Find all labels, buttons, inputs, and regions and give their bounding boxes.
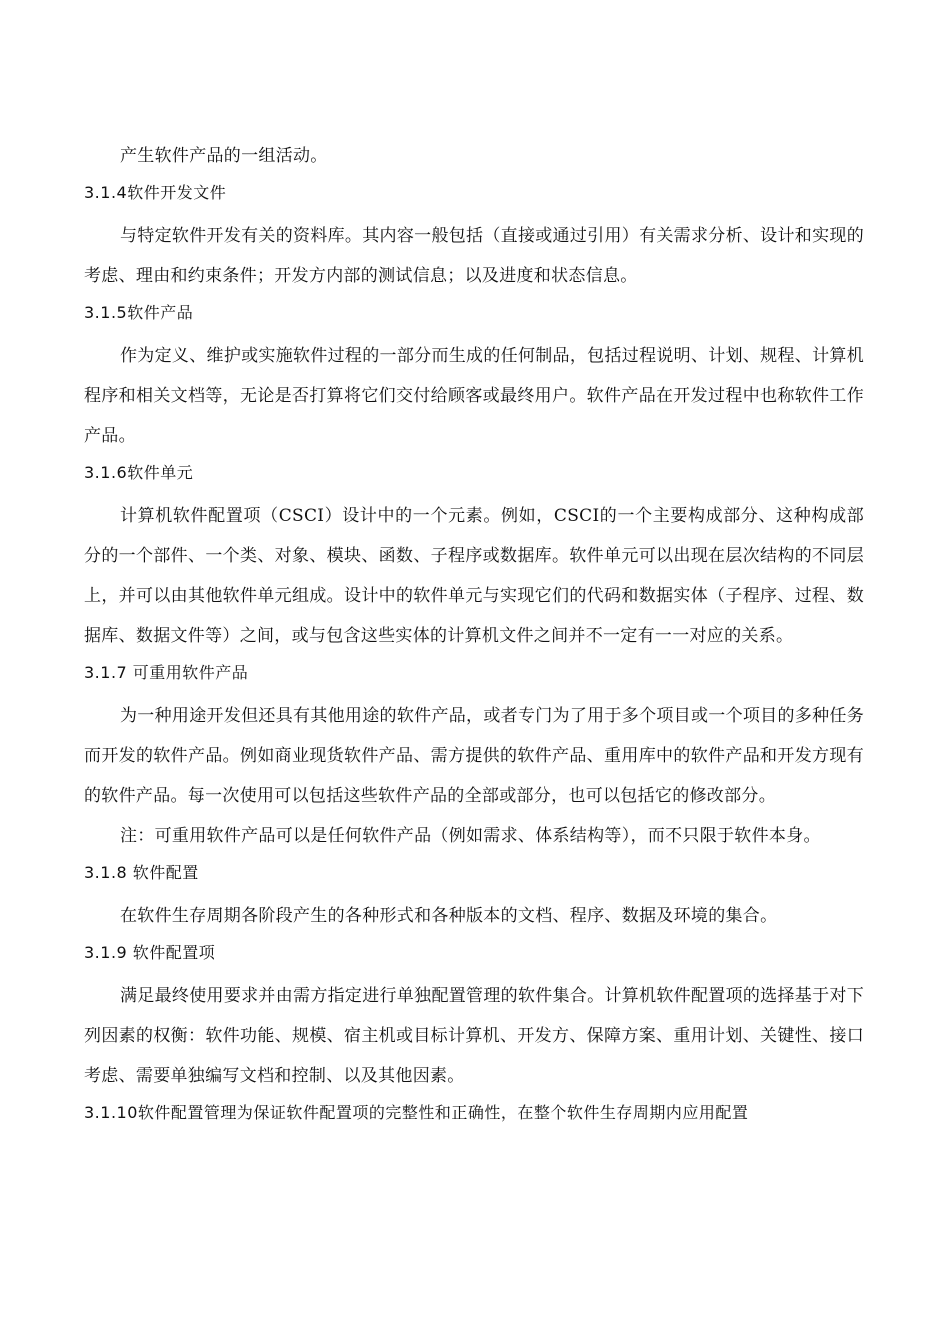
section-heading-3-1-9: 3.1.9 软件配置项 [84,943,216,962]
paragraph-0-text: 产生软件产品的一组活动。 [120,146,328,166]
paragraph-reusable-software-product: 为一种用途开发但还具有其他用途的软件产品，或者专门为了用于多个项目或一个项目的多种任务而开发的软件产品。例如商业现货软件产品、需方提供的软件产品、重用库中的软件产品和开发方现有的软件产品。每一次使用可以包括这些软件产品的全部或部分，也可以包括它的修改部分。 [84,706,864,806]
document-body [84,140,864,1136]
paragraph-software-product: 作为定义、维护或实施软件过程的一部分而生成的任何制品，包括过程说明、计划、规程、计算机程序和相关文档等，无论是否打算将它们交付给顾客或最终用户。软件产品在开发过程中也称软件工作产品。 [84,346,864,446]
section-heading-3-1-10: 3.1.10软件配置管理为保证软件配置项的完整性和正确性，在整个软件生存周期内应用配置 [84,1103,749,1122]
paragraph-note: 注：可重用软件产品可以是任何软件产品（例如需求、体系结构等），而不只限于软件本身。 [120,826,821,846]
section-heading-3-1-7: 3.1.7 可重用软件产品 [84,663,249,682]
paragraph-software-unit: 计算机软件配置项（CSCI）设计中的一个元素。例如，CSCI的一个主要构成部分、这种构成部分的一个部件、一个类、对象、模块、函数、子程序或数据库。软件单元可以出现在层次结构的不同层上，并可以由其他软件单元组成。设计中的软件单元与实现它们的代码和数据实体（子程序、过程、数据库、数据文件等）之间，或与包含这些实体的计算机文件之间并不一定有一一对应的关系。 [84,506,864,646]
section-heading-3-1-4: 3.1.4软件开发文件 [84,183,227,202]
section-heading-3-1-6: 3.1.6软件单元 [84,463,194,482]
paragraph-software-development-file: 与特定软件开发有关的资料库。其内容一般包括（直接或通过引用）有关需求分析、设计和实现的考虑、理由和约束条件；开发方内部的测试信息；以及进度和状态信息。 [84,226,864,286]
paragraph-software-configuration-item: 满足最终使用要求并由需方指定进行单独配置管理的软件集合。计算机软件配置项的选择基于对下列因素的权衡：软件功能、规模、宿主机或目标计算机、开发方、保障方案、重用计划、关键性、接口考虑、需要单独编写文档和控制、以及其他因素。 [84,986,864,1086]
paragraph-software-configuration: 在软件生存周期各阶段产生的各种形式和各种版本的文档、程序、数据及环境的集合。 [120,906,778,926]
section-heading-3-1-5: 3.1.5软件产品 [84,303,194,322]
section-heading-3-1-8: 3.1.8 软件配置 [84,863,199,882]
